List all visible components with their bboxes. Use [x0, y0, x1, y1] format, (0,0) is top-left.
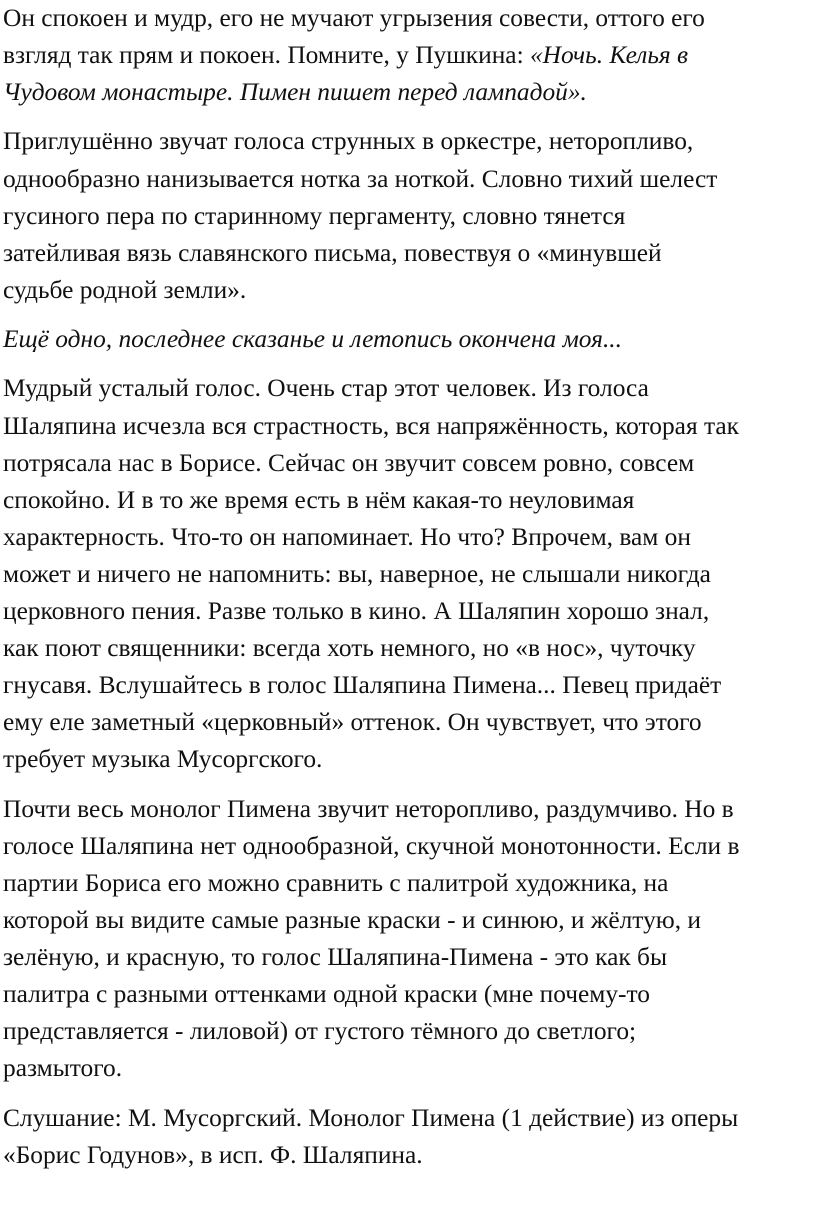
text-line: Он спокоен и мудр, его не мучают угрызения совести, оттого его: [3, 4, 705, 32]
text-line: «Борис Годунов», в исп. Ф. Шаляпина.: [3, 1140, 423, 1169]
text-line: партии Бориса его можно сравнить с палитрой художника, на: [3, 868, 669, 897]
pushkin-quote: «Ночь. Келья в: [529, 41, 689, 70]
text-line: характерность. Что-то он напоминает. Но что? Впрочем, вам он: [3, 522, 691, 551]
text-line: гнусавя. Вслушайтесь в голос Шаляпина Пимена... Певец придаёт: [3, 671, 722, 700]
text-line: Мудрый усталый голос. Очень стар этот человек. Из голоса: [3, 374, 649, 403]
paragraph-2: [3, 123, 815, 308]
document-page: [3, 0, 815, 1186]
text-line: может и ничего не напомнить: вы, наверное, не слышали никогда: [3, 559, 711, 588]
libretto-line: Ещё одно, последнее сказанье и летопись окончена моя...: [3, 325, 622, 354]
text-line: судьбе родной земли».: [3, 275, 247, 304]
text-line: Слушание: М. Мусоргский. Монолог Пимена (1 действие) из оперы: [3, 1103, 739, 1132]
text-line: однообразно нанизывается нотка за ноткой. Словно тихий шелест: [3, 164, 718, 193]
paragraph-1: [3, 0, 815, 111]
pushkin-quote-continued: Чудовом монастыре. Пимен пишет перед лампадой».: [3, 78, 587, 107]
paragraph-5: [3, 791, 815, 1088]
text-line: Приглушённо звучат голоса струнных в оркестре, неторопливо,: [3, 127, 694, 156]
text-line: требует музыка Мусоргского.: [3, 745, 323, 774]
text-line: зелёную, и красную, то голос Шаляпина-Пимена - это как бы: [3, 943, 667, 971]
text-line: размытого.: [3, 1054, 123, 1083]
paragraph-4: [3, 370, 815, 778]
text-line: [3, 37, 815, 74]
text-run: взгляд так прям и покоен. Помните, у Пушкина:: [3, 41, 530, 70]
text-line: голосе Шаляпина нет однообразной, скучной монотонности. Если в: [3, 831, 740, 860]
text-line: затейливая вязь славянского письма, повествуя о «минувшей: [3, 238, 662, 267]
text-line: спокойно. И в то же время есть в нём какая-то неуловимая: [3, 485, 635, 514]
text-line: которой вы видите самые разные краски - и синюю, и жёлтую, и: [3, 905, 702, 934]
text-line: представляется - лиловой) от густого тёмного до светлого;: [3, 1017, 637, 1046]
text-line: гусиного пера по старинному пергаменту, словно тянется: [3, 201, 626, 230]
text-line: церковного пения. Разве только в кино. А Шаляпин хорошо знал,: [3, 596, 710, 625]
text-line: ему еле заметный «церковный» оттенок. Он чувствует, что этого: [3, 708, 702, 737]
paragraph-6-listening: [3, 1100, 815, 1174]
paragraph-3-libretto-quote: [3, 321, 815, 358]
text-line: палитра с разными оттенками одной краски (мне почему-то: [3, 980, 650, 1009]
text-line: потрясала нас в Борисе. Сейчас он звучит совсем ровно, совсем: [3, 448, 695, 477]
text-line: Почти весь монолог Пимена звучит неторопливо, раздумчиво. Но в: [3, 794, 734, 823]
text-line: Шаляпина исчезла вся страстность, вся напряжённость, которая так: [3, 411, 739, 440]
text-line: как поют священники: всегда хоть немного, но «в нос», чуточку: [3, 634, 696, 663]
